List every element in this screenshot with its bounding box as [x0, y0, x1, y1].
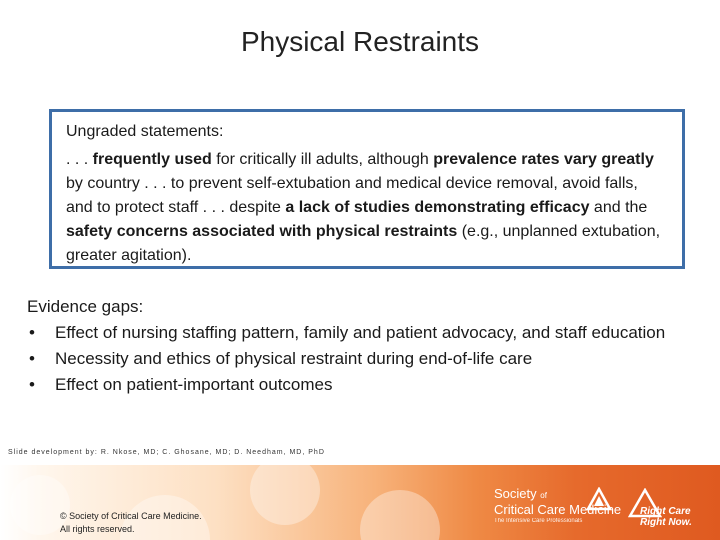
rcrn-text: Right Now. — [640, 517, 692, 528]
ungraded-segment-bold: a lack of studies demonstrating efficacy — [285, 199, 590, 216]
ungraded-heading: Ungraded statements: — [66, 123, 224, 140]
ungraded-segment: and the — [589, 199, 648, 216]
decorative-blob — [360, 490, 440, 540]
slide-title: Physical Restraints — [240, 26, 480, 57]
copyright-notice — [60, 510, 202, 536]
ungraded-segment: by country . . . to prevent self-extubation and medical device removal, avoid falls, and to protect staff . . . despite — [66, 175, 638, 216]
list-item-text: Effect on patient-important outcomes — [55, 375, 333, 394]
list-item-text: Effect of nursing staffing pattern, family and patient advocacy, and staff education — [55, 323, 666, 342]
sccm-tagline: The Intensive Care Professionals — [494, 518, 583, 524]
copyright-line: All rights reserved. — [60, 524, 135, 534]
copyright-line: © Society of Critical Care Medicine. — [60, 511, 202, 521]
bullet-icon: • — [29, 323, 35, 342]
ungraded-statements-box — [49, 109, 685, 269]
sccm-logo-of: of — [540, 491, 547, 500]
ungraded-segment-bold: frequently used — [92, 151, 212, 168]
ungraded-segment: (e.g., unplanned extubation, greater agitation). — [66, 223, 661, 264]
ungraded-paragraph — [66, 148, 668, 268]
list-item — [27, 320, 687, 346]
evidence-gaps-section — [27, 294, 687, 398]
evidence-gaps-list — [27, 320, 687, 398]
sccm-logo-text: Critical Care Medicine — [494, 502, 622, 517]
ungraded-segment: for critically ill adults, although — [211, 151, 434, 168]
list-item-text: Necessity and ethics of physical restraint during end-of-life care — [55, 349, 533, 368]
rcrn-text: Right Care — [640, 506, 691, 517]
decorative-blob — [250, 465, 320, 525]
ungraded-segment-bold: prevalence rates vary greatly — [433, 151, 654, 168]
ungraded-segment-bold: safety concerns associated with physical restraints — [66, 223, 458, 240]
slide-credit: Slide development by: R. Nkose, MD; C. Ghosane, MD; D. Needham, MD, PhD — [8, 449, 325, 456]
bullet-icon: • — [29, 375, 35, 394]
bullet-icon: • — [29, 349, 35, 368]
list-item — [27, 346, 687, 372]
ungraded-segment: . . . — [66, 151, 93, 168]
list-item — [27, 372, 687, 398]
evidence-gaps-heading: Evidence gaps: — [27, 297, 144, 316]
sccm-logo — [494, 487, 621, 526]
right-care-right-now-logo — [640, 506, 692, 528]
sccm-logo-text: Society — [494, 486, 537, 501]
